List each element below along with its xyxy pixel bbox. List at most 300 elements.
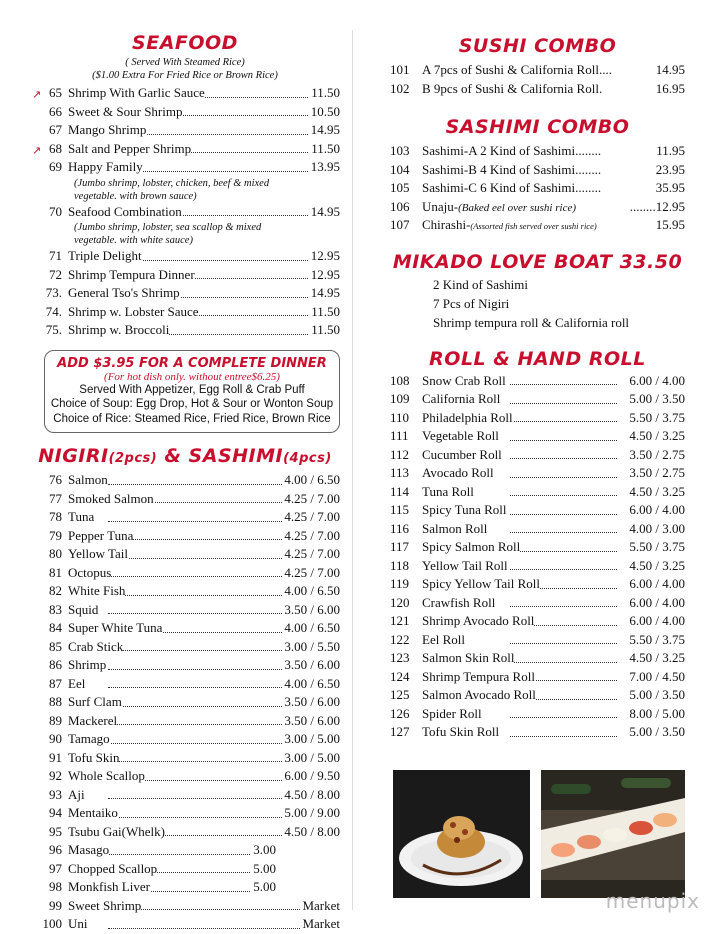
sushi-combo-title: SUSHI COMBO — [458, 35, 617, 57]
item-price: 3.50 / 6.00 — [282, 693, 340, 712]
roll-item — [390, 538, 685, 557]
dot-leader — [510, 458, 617, 459]
item-name: Salmon Skin Roll — [422, 650, 515, 665]
item-name: Yellow Tail — [68, 546, 129, 561]
item-price: 6.00 / 4.00 — [627, 612, 685, 631]
item-name: Snow Crab Roll — [422, 372, 506, 388]
item-name: Shrimp Tempura Dinner — [68, 266, 195, 282]
item-number: 67 — [49, 122, 62, 137]
item-price: 16.95 — [654, 80, 685, 99]
roll-item — [390, 575, 685, 594]
item-number: 89 — [49, 712, 62, 728]
item-price: ........12.95 — [628, 198, 685, 217]
item-price: 3.00 — [251, 841, 276, 860]
item-name: California Roll — [422, 391, 501, 406]
item-name: Pepper Tuna — [68, 527, 134, 543]
item-price: 10.50 — [309, 103, 340, 122]
item-name: Masago — [68, 842, 110, 857]
item-number: 70 — [49, 203, 62, 219]
item-name: Spicy Tuna Roll — [422, 502, 507, 517]
seafood-item — [30, 140, 340, 159]
item-price: 11.50 — [309, 84, 340, 103]
roll-item — [390, 705, 685, 724]
item-number: 69 — [49, 159, 62, 174]
sushi-combo-item — [390, 80, 685, 99]
roll-item — [390, 612, 685, 631]
item-price: 5.00 / 3.50 — [627, 390, 685, 409]
nigiri-title-d: (4pcs) — [283, 451, 332, 466]
item-name: Vegetable Roll — [422, 428, 499, 443]
item-name: Shrimp Avocado Roll — [422, 613, 535, 628]
item-price: 6.00 / 4.00 — [627, 575, 685, 594]
item-number: 90 — [49, 731, 62, 746]
roll-title: ROLL & HAND ROLL — [429, 347, 646, 370]
item-number: 109 — [390, 391, 410, 406]
dot-leader — [108, 928, 332, 929]
item-name: Salt and Pepper Shrimp — [68, 140, 192, 156]
item-number: 126 — [390, 705, 410, 721]
item-name: Aji — [68, 786, 85, 802]
item-name: Monkfish Liver — [68, 879, 150, 894]
nigiri-item — [30, 730, 340, 749]
item-name: Crab Stick — [68, 638, 124, 654]
dot-leader — [510, 495, 617, 496]
nigiri-item — [30, 601, 340, 620]
item-number: 124 — [390, 668, 410, 684]
item-price: 35.95 — [654, 179, 685, 198]
seafood-item — [30, 84, 340, 103]
nigiri-title-a: NIGIRI — [38, 445, 109, 467]
roll-item — [390, 649, 685, 668]
item-name: B 9pcs of Sushi & California Roll. — [422, 80, 603, 96]
roll-item — [390, 409, 685, 428]
item-price: 12.95 — [309, 266, 340, 285]
dot-leader — [510, 551, 617, 552]
item-price: 4.00 / 6.50 — [282, 471, 340, 490]
item-name: General Tso's Shrimp — [68, 285, 180, 300]
nigiri-title — [30, 445, 340, 467]
nigiri-item — [30, 804, 340, 823]
right-column — [390, 0, 685, 742]
love-boat-line: 2 Kind of Sashimi — [433, 276, 528, 292]
item-name: Crawfish Roll — [422, 594, 496, 610]
item-name: White Fish — [68, 583, 126, 598]
item-number: 78 — [49, 509, 62, 524]
nigiri-item — [30, 767, 340, 786]
sashimi-combo-item — [390, 161, 685, 180]
complete-dinner-line: Choice of Rice: Steamed Rice, Fried Rice, Brown Rice — [53, 412, 331, 425]
dot-leader — [510, 717, 617, 718]
item-number: 85 — [49, 638, 62, 654]
item-price: 4.25 / 7.00 — [282, 564, 340, 583]
item-name: Spider Roll — [422, 705, 482, 721]
item-number: 105 — [390, 180, 410, 195]
item-number: 120 — [390, 594, 410, 610]
item-number: 110 — [390, 409, 410, 425]
item-number: 101 — [390, 62, 410, 77]
item-number: 117 — [390, 539, 410, 554]
item-number: 106 — [390, 198, 410, 214]
dot-leader — [510, 643, 617, 644]
love-boat-line: Shrimp tempura roll & California roll — [433, 314, 630, 330]
item-price: 14.95 — [309, 203, 340, 222]
item-number: 73. — [45, 285, 62, 300]
nigiri-list — [30, 471, 340, 934]
item-name: Surf Clam — [68, 694, 122, 709]
dot-leader — [510, 421, 617, 422]
item-price: 4.00 / 6.50 — [282, 582, 340, 601]
item-number: 83 — [49, 601, 62, 617]
item-name: Sweet & Sour Shrimp — [68, 103, 183, 119]
item-number: 75. — [45, 322, 62, 337]
item-number: 79 — [49, 527, 62, 543]
item-price: 4.00 / 6.50 — [282, 619, 340, 638]
love-boat-line: 7 Pcs of Nigiri — [433, 295, 510, 311]
item-price: 14.95 — [654, 61, 685, 80]
item-price: 4.50 / 8.00 — [282, 786, 340, 805]
spicy-arrow-icon: ↗ — [32, 143, 42, 157]
love-boat-title: MIKADO LOVE BOAT 33.50 — [392, 250, 683, 273]
item-name: Cucumber Roll — [422, 446, 502, 462]
nigiri-item — [30, 638, 340, 657]
item-number: 80 — [49, 546, 62, 561]
seafood-item — [30, 158, 340, 177]
seafood-item — [30, 321, 340, 340]
item-name: Unaju- — [422, 198, 459, 214]
item-name: Shrimp w. Broccoli — [68, 322, 170, 337]
item-number: 104 — [390, 161, 410, 177]
item-price: 3.50 / 6.00 — [282, 656, 340, 675]
item-number: 115 — [390, 502, 410, 517]
dot-leader — [510, 384, 617, 385]
item-name: Spicy Yellow Tail Roll — [422, 576, 541, 591]
roll-list — [390, 372, 685, 742]
roll-item — [390, 668, 685, 687]
item-price: 6.00 / 4.00 — [627, 372, 685, 391]
nigiri-item — [30, 712, 340, 731]
seafood-item — [30, 303, 340, 322]
nigiri-item — [30, 582, 340, 601]
sushi-image — [541, 770, 685, 898]
item-description: (Jumbo shrimp, lobster, chicken, beef & mixed vegetable. with brown sauce) — [74, 177, 270, 202]
nigiri-item — [30, 823, 340, 842]
sashimi-combo-item — [390, 142, 685, 161]
item-number: 98 — [49, 879, 62, 894]
item-number: 66 — [49, 103, 62, 119]
item-name: Tuna Roll — [422, 483, 474, 499]
item-name: Tofu Skin Roll — [422, 724, 500, 739]
item-name: Salmon — [68, 472, 108, 487]
item-number: 116 — [390, 520, 410, 536]
item-price: 4.50 / 8.00 — [282, 823, 340, 842]
item-name: Tofu Skin — [68, 749, 120, 765]
nigiri-item — [30, 841, 340, 860]
item-number: 107 — [390, 217, 410, 232]
item-price: 5.50 / 3.75 — [627, 409, 685, 428]
nigiri-item — [30, 527, 340, 546]
nigiri-item — [30, 490, 340, 509]
item-price: 6.00 / 9.50 — [282, 767, 340, 786]
item-price: 4.25 / 7.00 — [282, 508, 340, 527]
dot-leader — [510, 514, 617, 515]
item-number: 96 — [49, 842, 62, 857]
item-price: Market — [300, 915, 340, 934]
sushi-combo-list — [390, 61, 685, 98]
item-number: 111 — [390, 428, 409, 443]
nigiri-item — [30, 619, 340, 638]
roll-item — [390, 723, 685, 742]
item-number: 103 — [390, 143, 410, 158]
item-price: 4.50 / 3.25 — [627, 557, 685, 576]
item-number: 108 — [390, 372, 410, 388]
item-number: 82 — [49, 583, 62, 598]
item-name: Sashimi-C 6 Kind of Sashimi........ — [422, 180, 602, 195]
seafood-item — [30, 121, 340, 140]
item-name: A 7pcs of Sushi & California Roll.... — [422, 62, 612, 77]
item-price: 3.00 / 5.50 — [282, 638, 340, 657]
item-number: 91 — [49, 749, 62, 765]
seafood-item — [30, 103, 340, 122]
nigiri-title-b: (2pcs) — [108, 451, 158, 466]
item-number: 68 — [49, 140, 62, 156]
item-name: Yellow Tail Roll — [422, 557, 508, 573]
dessert-image — [393, 770, 530, 898]
nigiri-item — [30, 693, 340, 712]
item-price: 4.50 / 3.25 — [627, 649, 685, 668]
item-price: 4.00 / 6.50 — [282, 675, 340, 694]
dot-leader — [510, 477, 617, 478]
item-number: 122 — [390, 631, 410, 647]
left-column — [30, 0, 340, 934]
nigiri-item — [30, 675, 340, 694]
item-price: 15.95 — [654, 216, 685, 235]
nigiri-item — [30, 545, 340, 564]
item-number: 86 — [49, 657, 62, 672]
roll-item — [390, 501, 685, 520]
item-number: 121 — [390, 613, 410, 628]
nigiri-item — [30, 471, 340, 490]
item-number: 94 — [49, 805, 62, 820]
seafood-note-1: ( Served With Steamed Rice) — [125, 57, 245, 68]
roll-item — [390, 427, 685, 446]
dot-leader — [510, 440, 617, 441]
item-name: Eel Roll — [422, 631, 465, 647]
item-price: 5.50 / 3.75 — [627, 631, 685, 650]
roll-item — [390, 631, 685, 650]
dot-leader — [510, 532, 617, 533]
seafood-item — [30, 247, 340, 266]
nigiri-item — [30, 897, 340, 916]
item-number: 77 — [49, 490, 62, 506]
item-number: 72 — [49, 266, 62, 282]
roll-item — [390, 464, 685, 483]
complete-dinner-note: (For hot dish only. without entree$6.25) — [104, 370, 280, 383]
item-price: 4.25 / 7.00 — [282, 527, 340, 546]
menupix-watermark: menupix — [605, 889, 700, 913]
love-boat-list — [390, 275, 685, 332]
item-description: (Jumbo shrimp, lobster, sea scallop & mixed vegetable. with white sauce) — [74, 222, 262, 246]
item-price: 3.50 / 2.75 — [627, 446, 685, 465]
complete-dinner-line: Choice of Soup: Egg Drop, Hot & Sour or Wonton Soup — [50, 398, 334, 410]
item-price: 4.25 / 7.00 — [282, 545, 340, 564]
dot-leader — [108, 909, 332, 910]
item-price: 23.95 — [654, 161, 685, 180]
item-number: 102 — [390, 80, 410, 96]
item-name: Squid — [68, 601, 99, 617]
roll-item — [390, 446, 685, 465]
item-price: 4.50 / 3.25 — [627, 483, 685, 502]
item-name: Mango Shrimp — [68, 122, 147, 137]
item-price: 5.00 — [251, 860, 276, 879]
item-price: 14.95 — [309, 121, 340, 140]
item-name: Sweet Shrimp — [68, 897, 142, 913]
item-price: 6.00 / 4.00 — [627, 594, 685, 613]
item-price: Market — [300, 897, 340, 916]
nigiri-item — [30, 878, 340, 897]
item-name: Shrimp Tempura Roll — [422, 668, 535, 684]
item-price: 6.00 / 4.00 — [627, 501, 685, 520]
item-number: 92 — [49, 768, 62, 783]
nigiri-item — [30, 564, 340, 583]
item-number: 76 — [49, 472, 62, 487]
dot-leader — [510, 606, 617, 607]
roll-item — [390, 520, 685, 539]
item-note: (Assorted fish served over sushi rice) — [470, 221, 597, 231]
seafood-title: SEAFOOD — [132, 32, 238, 54]
item-name: Triple Delight — [68, 248, 142, 263]
item-number: 100 — [42, 916, 62, 931]
item-name: Salmon Roll — [422, 520, 488, 536]
item-number: 97 — [49, 860, 62, 876]
item-price: 5.50 / 3.75 — [627, 538, 685, 557]
item-number: 118 — [390, 557, 410, 573]
item-price: 11.50 — [309, 321, 340, 340]
dot-leader — [510, 403, 617, 404]
item-price: 5.00 / 3.50 — [627, 723, 685, 742]
roll-item — [390, 390, 685, 409]
nigiri-item — [30, 656, 340, 675]
sushi-combo-item — [390, 61, 685, 80]
item-name: Tsubu Gai(Whelk) — [68, 823, 165, 839]
roll-item — [390, 483, 685, 502]
item-number: 114 — [390, 483, 410, 499]
seafood-item — [30, 284, 340, 303]
item-number: 74. — [45, 303, 62, 319]
roll-item — [390, 686, 685, 705]
dot-leader — [108, 854, 268, 855]
item-number: 125 — [390, 687, 410, 702]
item-name: Chirashi- — [422, 217, 471, 232]
item-number: 84 — [49, 620, 62, 635]
sashimi-combo-title: SASHIMI COMBO — [445, 116, 630, 138]
item-name: Shrimp With Garlic Sauce — [68, 85, 205, 100]
item-price: 12.95 — [309, 247, 340, 266]
item-name: Sashimi-B 4 Kind of Sashimi........ — [422, 161, 602, 177]
nigiri-item — [30, 786, 340, 805]
nigiri-title-c: & SASHIMI — [157, 445, 284, 467]
item-name: Mentaiko — [68, 805, 118, 820]
sushi-photo — [541, 770, 685, 898]
item-number: 127 — [390, 724, 410, 739]
sashimi-combo-item — [390, 198, 685, 217]
item-price: 8.00 / 5.00 — [627, 705, 685, 724]
item-number: 119 — [390, 576, 410, 591]
item-price: 4.00 / 3.00 — [627, 520, 685, 539]
item-name: Shrimp w. Lobster Sauce — [68, 303, 199, 319]
item-number: 93 — [49, 786, 62, 802]
item-name: Uni — [68, 916, 88, 931]
sashimi-combo-item — [390, 216, 685, 235]
nigiri-item — [30, 860, 340, 879]
item-name: Chopped Scallop — [68, 860, 158, 876]
item-name: Sashimi-A 2 Kind of Sashimi........ — [422, 143, 602, 158]
item-name: Eel — [68, 675, 86, 691]
item-number: 81 — [49, 564, 62, 580]
item-price: 11.95 — [654, 142, 685, 161]
item-name: Avocado Roll — [422, 465, 494, 480]
item-name: Spicy Salmon Roll — [422, 539, 521, 554]
item-price: 3.50 / 2.75 — [627, 464, 685, 483]
item-price: 11.50 — [309, 303, 340, 322]
item-number: 88 — [49, 694, 62, 709]
item-number: 65 — [49, 85, 62, 100]
complete-dinner-heading: ADD $3.95 FOR A COMPLETE DINNER — [57, 355, 327, 371]
item-name: Tamago — [68, 731, 110, 746]
item-price: 5.00 / 9.00 — [282, 804, 340, 823]
item-number: 95 — [49, 823, 62, 839]
item-name: Shrimp — [68, 657, 107, 672]
nigiri-item — [30, 749, 340, 768]
item-price: 7.00 / 4.50 — [627, 668, 685, 687]
item-name: Philadelphia Roll — [422, 409, 513, 425]
dot-leader — [510, 736, 617, 737]
item-name: Happy Family — [68, 159, 143, 174]
roll-item — [390, 557, 685, 576]
roll-item — [390, 594, 685, 613]
dot-leader — [510, 662, 617, 663]
item-number: 87 — [49, 675, 62, 691]
item-name: Mackerel — [68, 712, 118, 728]
seafood-item — [30, 203, 340, 222]
item-price: 3.50 / 6.00 — [282, 601, 340, 620]
sashimi-combo-list — [390, 142, 685, 235]
item-name: Salmon Avocado Roll — [422, 687, 536, 702]
item-price: 5.00 — [251, 878, 276, 897]
seafood-note-2: ($1.00 Extra For Fried Rice or Brown Rice) — [92, 70, 278, 81]
item-number: 99 — [49, 897, 62, 913]
item-name: Seafood Combination — [68, 203, 182, 219]
seafood-list — [30, 84, 340, 340]
item-price: 3.00 / 5.00 — [282, 730, 340, 749]
item-price: 13.95 — [309, 158, 340, 177]
nigiri-item — [30, 508, 340, 527]
seafood-item — [30, 266, 340, 285]
item-number: 112 — [390, 446, 410, 462]
sashimi-combo-item — [390, 179, 685, 198]
item-price: 11.50 — [309, 140, 340, 159]
item-price: 4.50 / 3.25 — [627, 427, 685, 446]
column-divider — [352, 30, 353, 910]
item-price: 3.50 / 6.00 — [282, 712, 340, 731]
item-price: 5.00 / 3.50 — [627, 686, 685, 705]
spicy-arrow-icon: ↗ — [32, 88, 42, 101]
item-number: 71 — [49, 248, 62, 263]
item-name: Tuna — [68, 509, 95, 524]
item-name: Whole Scallop — [68, 768, 145, 783]
item-price: 14.95 — [309, 284, 340, 303]
item-name: Smoked Salmon — [68, 490, 154, 506]
item-price: 4.25 / 7.00 — [282, 490, 340, 509]
